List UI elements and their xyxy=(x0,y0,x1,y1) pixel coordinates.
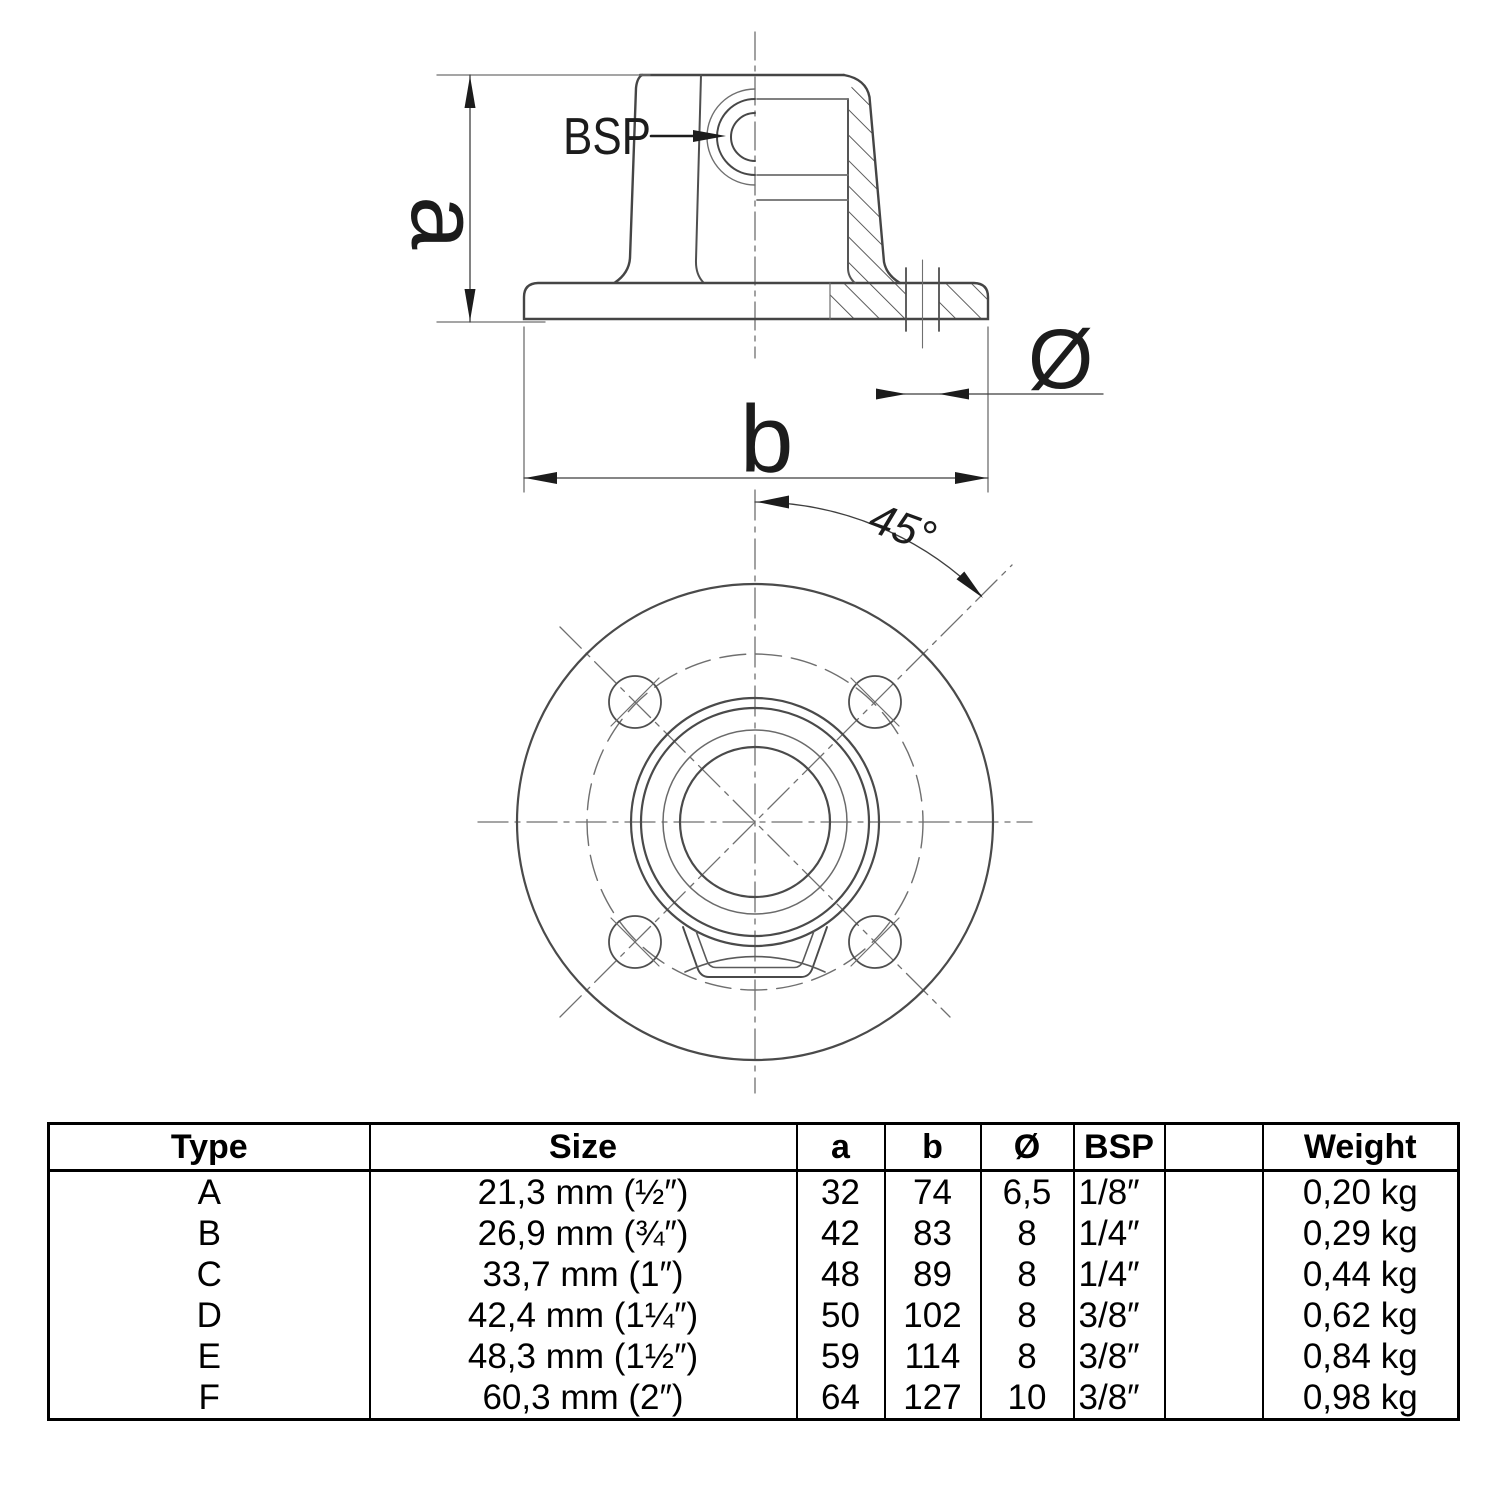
cell-spacer xyxy=(1165,1336,1263,1377)
cell-weight: 0,98 kg xyxy=(1263,1377,1459,1420)
cell-spacer xyxy=(1165,1377,1263,1420)
table-row xyxy=(49,1171,1459,1214)
header-diameter: Ø xyxy=(981,1124,1074,1171)
cell-bsp: 1/4″ xyxy=(1074,1254,1165,1295)
cell-spacer xyxy=(1165,1171,1263,1214)
header-weight: Weight xyxy=(1263,1124,1459,1171)
table-row xyxy=(49,1295,1459,1336)
dim-a-arrow-up xyxy=(465,76,476,108)
cell-bsp: 3/8″ xyxy=(1074,1295,1165,1336)
section-hatch-flange-right xyxy=(939,283,988,319)
cell-a: 42 xyxy=(797,1213,885,1254)
cell-b: 127 xyxy=(885,1377,981,1420)
cell-a: 48 xyxy=(797,1254,885,1295)
header-size: Size xyxy=(370,1124,797,1171)
table-row xyxy=(49,1336,1459,1377)
cell-diameter: 8 xyxy=(981,1336,1074,1377)
spec-table-body xyxy=(49,1171,1459,1420)
cell-bsp: 1/4″ xyxy=(1074,1213,1165,1254)
bolthole-tick-top-left xyxy=(611,678,659,726)
cell-type: A xyxy=(49,1171,370,1214)
header-type: Type xyxy=(49,1124,370,1171)
dim-dia-arrow-right-tip xyxy=(876,389,906,400)
cell-type: E xyxy=(49,1336,370,1377)
cell-b: 102 xyxy=(885,1295,981,1336)
cell-diameter: 8 xyxy=(981,1254,1074,1295)
cell-spacer xyxy=(1165,1254,1263,1295)
flange-outline xyxy=(524,283,988,319)
dim-dia-arrow-left-tip xyxy=(939,389,969,400)
header-spacer xyxy=(1165,1124,1263,1171)
side-section-view xyxy=(391,32,1103,493)
cell-size: 33,7 mm (1″) xyxy=(370,1254,797,1295)
table-row xyxy=(49,1213,1459,1254)
section-hatch-boss-wall xyxy=(848,78,900,283)
bsp-label: BSP xyxy=(563,108,651,166)
cell-size: 60,3 mm (2″) xyxy=(370,1377,797,1420)
cell-weight: 0,84 kg xyxy=(1263,1336,1459,1377)
cell-b: 74 xyxy=(885,1171,981,1214)
cell-diameter: 8 xyxy=(981,1213,1074,1254)
cell-size: 48,3 mm (1½″) xyxy=(370,1336,797,1377)
cell-a: 59 xyxy=(797,1336,885,1377)
cell-weight: 0,29 kg xyxy=(1263,1213,1459,1254)
cell-type: F xyxy=(49,1377,370,1420)
top-plan-view xyxy=(478,490,1032,1093)
angle-label: 45° xyxy=(862,493,942,563)
diagonal-centerline-45 xyxy=(560,565,1012,1017)
cell-weight: 0,44 kg xyxy=(1263,1254,1459,1295)
dim-b-arrow-right xyxy=(955,472,987,484)
cell-a: 64 xyxy=(797,1377,885,1420)
dim-b-label: b xyxy=(740,386,794,493)
angle-arrow-right xyxy=(957,572,984,599)
header-b: b xyxy=(885,1124,981,1171)
cell-bsp: 1/8″ xyxy=(1074,1171,1165,1214)
dim-a-arrow-down xyxy=(465,289,476,321)
cell-b: 89 xyxy=(885,1254,981,1295)
bolthole-tick-bottom-left xyxy=(611,918,659,966)
dim-b-arrow-left xyxy=(525,472,557,484)
cell-diameter: 10 xyxy=(981,1377,1074,1420)
spec-table-header xyxy=(49,1124,1459,1171)
cell-diameter: 6,5 xyxy=(981,1171,1074,1214)
cell-weight: 0,62 kg xyxy=(1263,1295,1459,1336)
cell-type: C xyxy=(49,1254,370,1295)
cell-size: 42,4 mm (1¼″) xyxy=(370,1295,797,1336)
cell-bsp: 3/8″ xyxy=(1074,1336,1165,1377)
spec-table xyxy=(47,1122,1460,1421)
dim-a-label: a xyxy=(391,196,498,250)
angle-arrow-left xyxy=(757,496,789,509)
thread-arc-inner xyxy=(731,113,755,161)
section-hatch-flange-left xyxy=(830,283,906,319)
boss-left-inner-edge xyxy=(696,75,703,282)
angle-dim-arc xyxy=(755,502,981,596)
header-row xyxy=(49,1124,1459,1171)
cell-a: 50 xyxy=(797,1295,885,1336)
cell-a: 32 xyxy=(797,1171,885,1214)
cell-type: B xyxy=(49,1213,370,1254)
cell-diameter: 8 xyxy=(981,1295,1074,1336)
header-bsp: BSP xyxy=(1074,1124,1165,1171)
cell-size: 21,3 mm (½″) xyxy=(370,1171,797,1214)
cell-type: D xyxy=(49,1295,370,1336)
table-row xyxy=(49,1254,1459,1295)
cell-spacer xyxy=(1165,1213,1263,1254)
boss-left-outline xyxy=(615,75,642,283)
thread-arc-middle xyxy=(717,99,755,175)
header-a: a xyxy=(797,1124,885,1171)
cell-bsp: 3/8″ xyxy=(1074,1377,1165,1420)
cell-b: 83 xyxy=(885,1213,981,1254)
dim-dia-label: Ø xyxy=(1028,312,1094,406)
cell-b: 114 xyxy=(885,1336,981,1377)
cell-size: 26,9 mm (¾″) xyxy=(370,1213,797,1254)
cell-weight: 0,20 kg xyxy=(1263,1171,1459,1214)
cell-spacer xyxy=(1165,1295,1263,1336)
bsp-arrow-head xyxy=(693,130,726,142)
table-row xyxy=(49,1377,1459,1420)
